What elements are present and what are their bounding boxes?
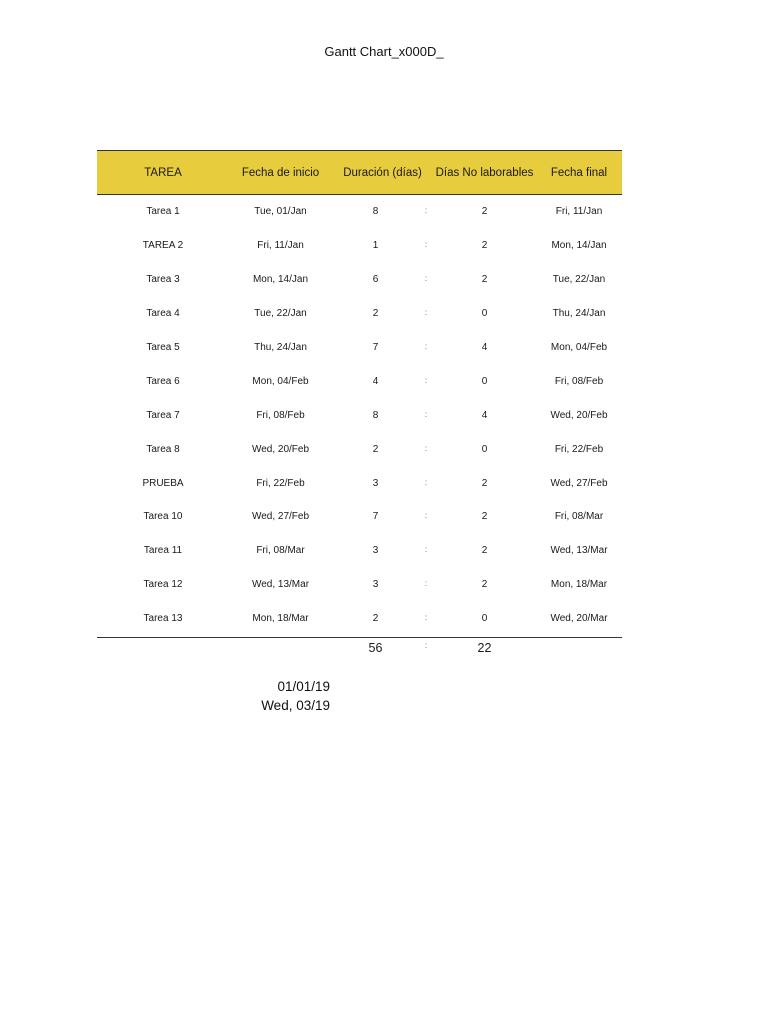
duration: 3 <box>372 545 379 557</box>
table-row <box>97 466 622 500</box>
table-row <box>97 331 622 365</box>
end-date: Mon, 18/Mar <box>550 579 608 591</box>
duration: 1 <box>372 240 379 252</box>
duration: 6 <box>372 274 379 286</box>
start-date: Tue, 22/Jan <box>254 308 307 320</box>
separator-colon: : <box>424 342 428 351</box>
header-end-date: Fecha final <box>550 166 608 179</box>
table-row <box>97 229 622 263</box>
nonworking-days: 2 <box>481 545 488 557</box>
start-date: Mon, 14/Jan <box>252 274 309 286</box>
separator-colon: : <box>424 308 428 318</box>
end-date: Mon, 14/Jan <box>551 240 607 252</box>
duration: 7 <box>372 342 379 353</box>
table-row <box>97 500 622 534</box>
nonworking-days: 2 <box>481 511 488 523</box>
end-date: Wed, 13/Mar <box>550 545 608 557</box>
nonworking-days: 0 <box>481 443 488 455</box>
task-name: Tarea 8 <box>146 443 180 455</box>
separator-colon: : <box>424 511 428 521</box>
table-row <box>97 398 622 432</box>
nonworking-days: 0 <box>481 613 488 625</box>
end-date: Wed, 20/Mar <box>550 613 608 625</box>
footer-date-weekday: Wed, 03/19 <box>261 698 330 713</box>
task-name: Tarea 7 <box>146 409 180 421</box>
end-date: Wed, 20/Feb <box>550 409 608 421</box>
start-date: Thu, 24/Jan <box>254 342 307 353</box>
duration: 2 <box>372 443 379 455</box>
separator-colon: : <box>424 240 428 250</box>
separator-colon: : <box>424 274 428 284</box>
start-date: Fri, 08/Feb <box>256 409 305 421</box>
end-date: Fri, 22/Feb <box>554 443 604 455</box>
nonworking-days: 2 <box>481 579 488 591</box>
separator-colon: : <box>424 443 428 453</box>
task-name: Tarea 4 <box>146 308 180 320</box>
end-date: Fri, 08/Feb <box>554 375 604 387</box>
nonworking-days: 2 <box>481 206 488 218</box>
task-name: Tarea 13 <box>143 613 183 625</box>
separator-colon: : <box>424 640 428 650</box>
start-date: Wed, 13/Mar <box>251 579 310 591</box>
table-row <box>97 432 622 466</box>
table-row <box>97 534 622 568</box>
header-task: TAREA <box>144 166 182 179</box>
footer-date: 01/01/19 <box>277 679 330 694</box>
task-name: TAREA 2 <box>142 240 184 252</box>
table-row <box>97 263 622 297</box>
nonworking-days: 2 <box>481 477 488 489</box>
nonworking-days: 2 <box>481 240 488 252</box>
separator-colon: : <box>424 206 428 216</box>
nonworking-days: 0 <box>481 375 488 387</box>
duration: 8 <box>372 206 379 218</box>
duration: 4 <box>372 375 379 387</box>
start-date: Mon, 04/Feb <box>252 375 309 387</box>
duration: 3 <box>372 579 379 591</box>
page-title: Gantt Chart_x000D_ <box>324 44 444 59</box>
table-header <box>97 150 622 195</box>
task-name: Tarea 12 <box>143 579 183 591</box>
task-name: Tarea 6 <box>146 375 180 387</box>
task-name: Tarea 1 <box>146 206 180 218</box>
start-date: Tue, 01/Jan <box>254 206 307 218</box>
start-date: Wed, 27/Feb <box>251 511 310 523</box>
table-body <box>97 195 622 636</box>
end-date: Tue, 22/Jan <box>552 274 606 286</box>
end-date: Fri, 11/Jan <box>555 206 603 218</box>
duration: 2 <box>372 613 379 625</box>
duration: 7 <box>372 511 379 523</box>
header-duration: Duración (días) <box>343 166 422 179</box>
total-duration: 56 <box>368 640 383 655</box>
end-date: Mon, 04/Feb <box>550 342 608 353</box>
separator-colon: : <box>424 613 428 623</box>
table-row <box>97 602 622 636</box>
duration: 2 <box>372 308 379 320</box>
separator-colon: : <box>424 477 428 487</box>
nonworking-days: 0 <box>481 308 488 320</box>
end-date: Wed, 27/Feb <box>550 477 608 489</box>
end-date: Fri, 08/Mar <box>554 511 604 523</box>
table-row <box>97 364 622 398</box>
duration: 3 <box>372 477 379 489</box>
task-name: Tarea 3 <box>146 274 180 286</box>
task-name: Tarea 10 <box>143 511 183 523</box>
nonworking-days: 4 <box>481 342 488 353</box>
duration: 8 <box>372 409 379 421</box>
separator-colon: : <box>424 375 428 385</box>
separator-colon: : <box>424 545 428 555</box>
gantt-table <box>97 150 622 658</box>
header-nonworking-days: Días No laborables <box>435 166 534 179</box>
nonworking-days: 2 <box>481 274 488 286</box>
table-row <box>97 195 622 229</box>
totals-row <box>97 638 622 658</box>
start-date: Mon, 18/Mar <box>252 613 309 625</box>
total-nonworking-days: 22 <box>477 640 492 655</box>
task-name: Tarea 11 <box>143 545 183 557</box>
start-date: Fri, 08/Mar <box>256 545 305 557</box>
start-date: Fri, 11/Jan <box>257 240 304 252</box>
header-start-date: Fecha de inicio <box>241 166 320 179</box>
end-date: Thu, 24/Jan <box>552 308 606 320</box>
table-row <box>97 568 622 602</box>
table-row <box>97 297 622 331</box>
separator-colon: : <box>424 579 428 589</box>
start-date: Fri, 22/Feb <box>256 477 305 489</box>
start-date: Wed, 20/Feb <box>251 443 310 455</box>
separator-colon: : <box>424 409 428 419</box>
task-name: Tarea 5 <box>146 342 180 353</box>
nonworking-days: 4 <box>481 409 488 421</box>
task-name: PRUEBA <box>142 477 184 489</box>
